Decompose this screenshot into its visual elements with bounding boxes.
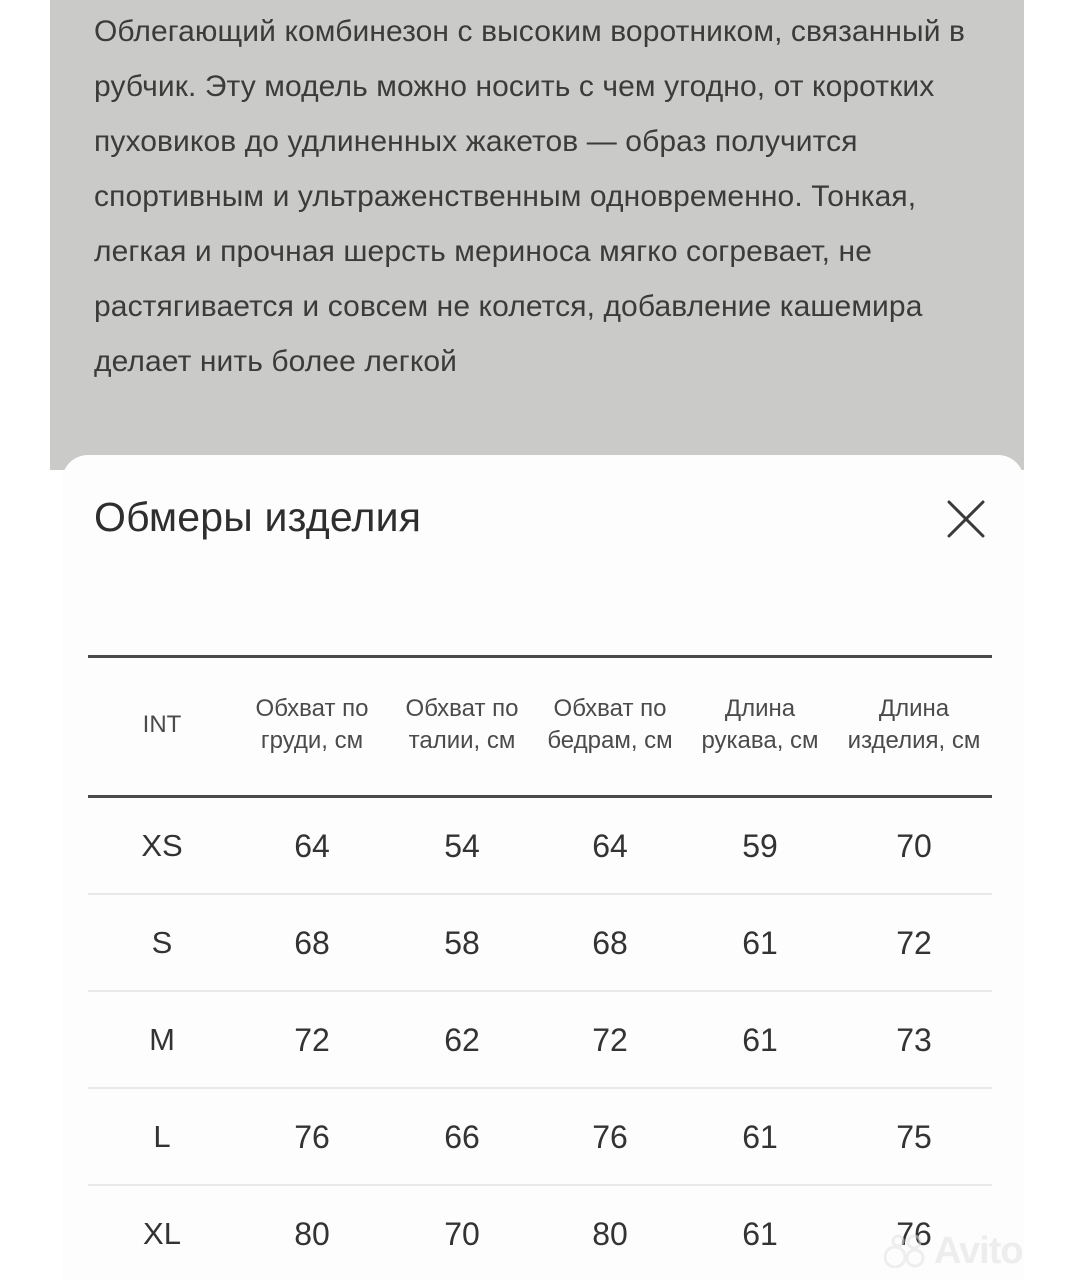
cell-length: 76 — [896, 1215, 932, 1252]
cell-chest: 72 — [236, 991, 388, 1088]
column-header-chest: Обхват по груди, см — [255, 694, 369, 754]
cell-sleeve: 61 — [684, 1088, 836, 1185]
cell-waist: 62 — [388, 991, 536, 1088]
table-header — [88, 657, 992, 797]
cell-waist: 66 — [388, 1088, 536, 1185]
cell-length: 72 — [836, 894, 992, 991]
cell-hips: 64 — [536, 797, 684, 895]
cell-length: 70 — [836, 797, 992, 895]
product-description-text: Облегающий комбинезон с высоким воротником, связанный в рубчик. Эту модель можно носить с чем угодно, от коротких пуховиков до удлиненных жакетов — образ получится спортивным и ультраженственным одновременно. Тонкая, легкая и прочная шерсть мериноса мягко согревает, не растягивается и совсем не колется, добавление кашемира делает нить более легкой — [94, 15, 974, 378]
cell-chest: 68 — [236, 894, 388, 991]
measurements-table-wrap — [88, 655, 992, 1280]
cell-size: XL — [143, 1215, 181, 1251]
column-header-sleeve: Длина рукава, см — [701, 694, 819, 754]
cell-waist: 54 — [388, 797, 536, 895]
close-icon — [944, 497, 988, 541]
cell-hips: 72 — [536, 991, 684, 1088]
close-button[interactable] — [940, 493, 992, 545]
table-row — [88, 894, 992, 991]
table-body — [88, 797, 992, 1280]
cell-size: L — [88, 1088, 236, 1185]
table-row — [88, 1185, 992, 1280]
cell-length: 75 — [836, 1088, 992, 1185]
cell-hips: 76 — [536, 1088, 684, 1185]
cell-sleeve: 59 — [684, 797, 836, 895]
cell-waist: 58 — [388, 894, 536, 991]
cell-length: 73 — [836, 991, 992, 1088]
cell-waist: 70 — [444, 1215, 480, 1252]
cell-sleeve: 61 — [742, 1215, 778, 1252]
avito-watermark-text: Avito — [934, 1230, 1023, 1272]
cell-chest: 76 — [236, 1088, 388, 1185]
modal-header — [62, 455, 1024, 585]
column-header-waist: Обхват по талии, см — [405, 694, 519, 754]
column-header-int: INT — [142, 710, 182, 738]
cell-size: S — [88, 894, 236, 991]
column-header-length: Длина изделия, см — [847, 694, 981, 754]
cell-size: XS — [88, 797, 236, 895]
table-header-row — [88, 657, 992, 797]
product-description-panel — [50, 0, 1024, 470]
cell-hips: 80 — [592, 1215, 628, 1252]
modal-title: Обмеры изделия — [94, 494, 422, 540]
table-row — [88, 797, 992, 895]
measurements-table — [88, 655, 992, 1280]
cell-hips: 68 — [536, 894, 684, 991]
table-row — [88, 1088, 992, 1185]
column-header-hips: Обхват по бедрам, см — [547, 694, 673, 754]
cell-sleeve: 61 — [684, 991, 836, 1088]
measurements-modal — [62, 455, 1024, 1280]
cell-size: M — [88, 991, 236, 1088]
table-row — [88, 991, 992, 1088]
cell-chest: 64 — [236, 797, 388, 895]
cell-chest: 80 — [294, 1215, 330, 1252]
cell-sleeve: 61 — [684, 894, 836, 991]
